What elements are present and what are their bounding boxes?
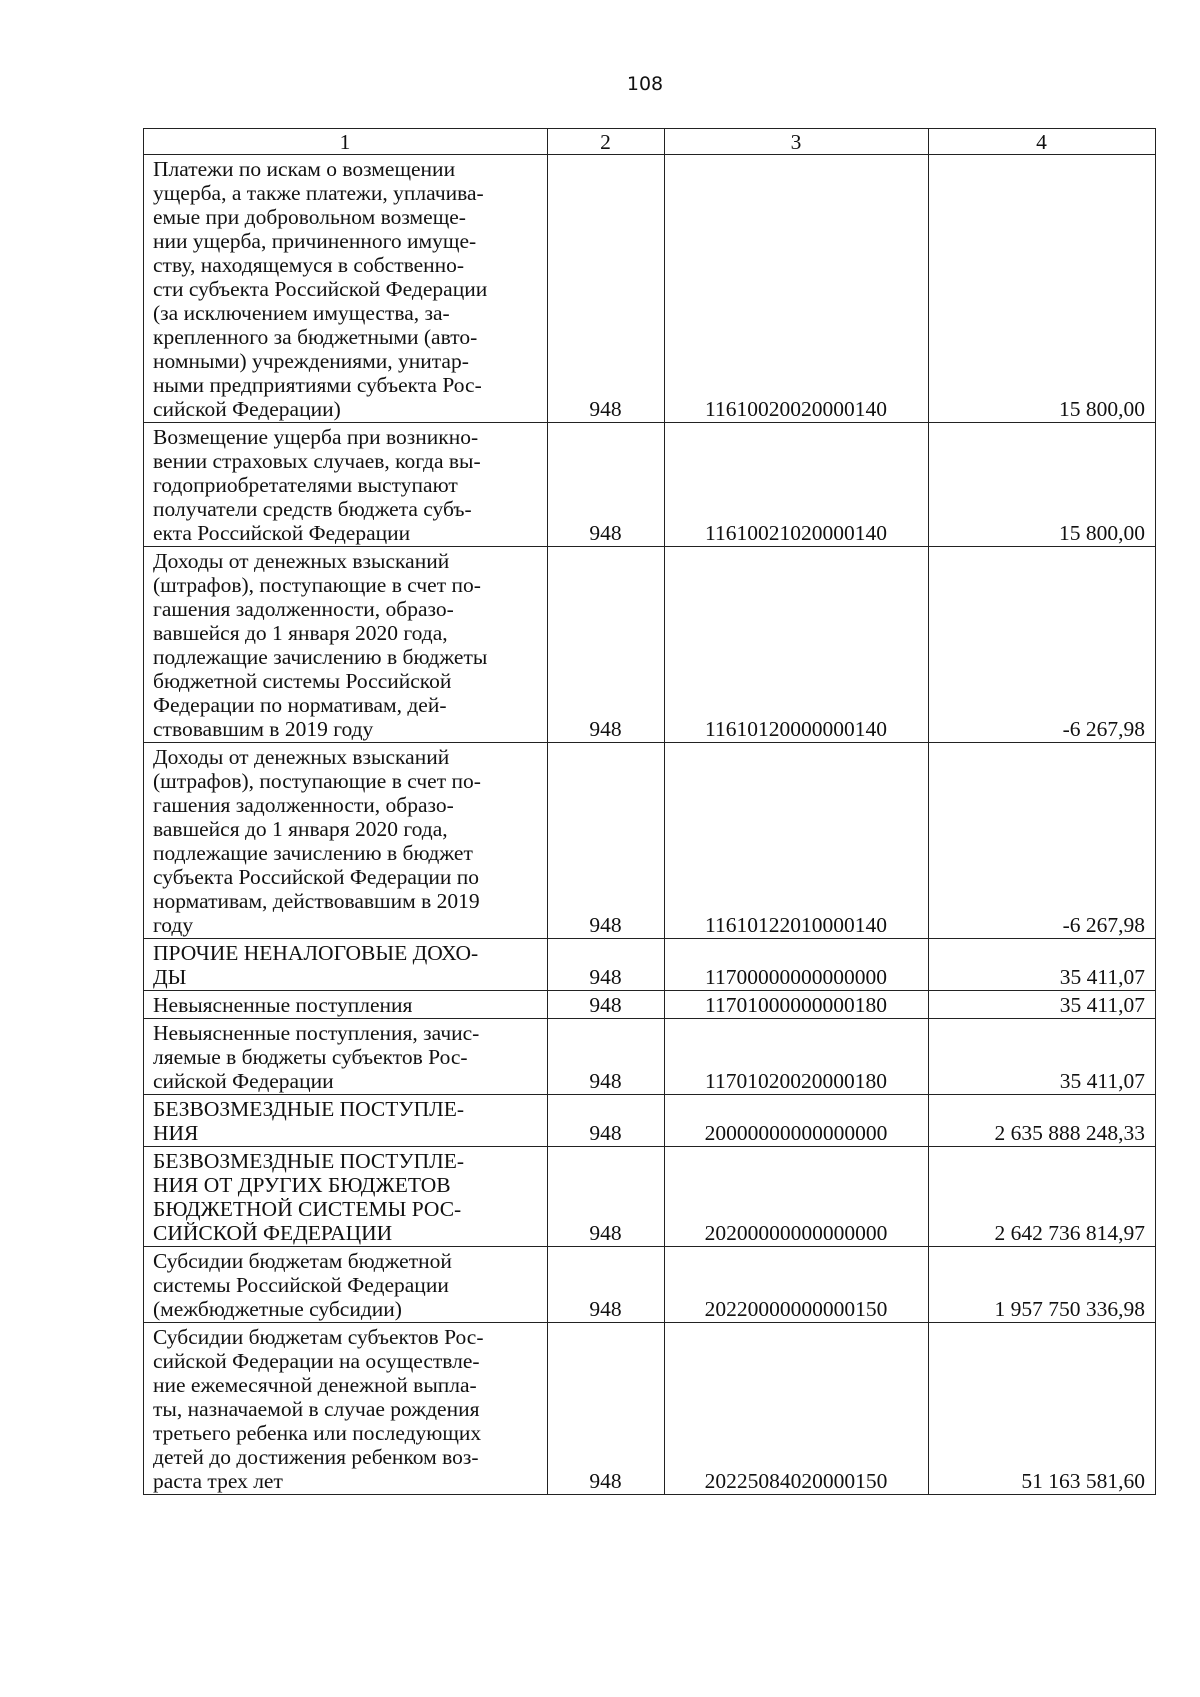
table-row [144,1095,1156,1147]
table-body [144,155,1156,1495]
table-row [144,1247,1156,1323]
table-row [144,423,1156,547]
row-name-cell: БЕЗВОЗМЕЗДНЫЕ ПОСТУПЛЕ- НИЯ [144,1095,548,1147]
row-code-cell: 948 [548,743,665,939]
row-amount-cell: 35 411,07 [929,991,1156,1019]
row-amount-cell: 35 411,07 [929,1019,1156,1095]
table-row [144,991,1156,1019]
table-row [144,1147,1156,1247]
row-amount-cell: -6 267,98 [929,743,1156,939]
row-kbk-cell: 11610120000000140 [665,547,929,743]
row-amount-cell: 51 163 581,60 [929,1323,1156,1495]
row-code-cell: 948 [548,939,665,991]
row-kbk-cell: 20220000000000150 [665,1247,929,1323]
row-code-cell: 948 [548,1247,665,1323]
row-amount-cell: 2 642 736 814,97 [929,1147,1156,1247]
row-kbk-cell: 20000000000000000 [665,1095,929,1147]
table-row [144,1323,1156,1495]
row-code-cell: 948 [548,423,665,547]
row-amount-cell: 15 800,00 [929,155,1156,423]
row-code-cell: 948 [548,1019,665,1095]
row-kbk-cell: 11610021020000140 [665,423,929,547]
column-header-4: 4 [929,129,1156,155]
row-name-cell: БЕЗВОЗМЕЗДНЫЕ ПОСТУПЛЕ- НИЯ ОТ ДРУГИХ БЮДЖЕТОВ БЮДЖЕТНОЙ СИСТЕМЫ РОС- СИЙСКОЙ ФЕДЕРАЦИИ [144,1147,548,1247]
header-row [144,129,1156,155]
column-header-3: 3 [665,129,929,155]
row-name-cell: Платежи по искам о возмещении ущерба, а также платежи, уплачива- емые при добровольном возмеще- нии ущерба, причиненного имуще- ству, находящемуся в собственно- сти субъекта Российской Федерации (за исключением имущества, за- крепленного за бюджетными (авто- номными) учреждениями, унитар- ными предприятиями субъекта Рос- сийской Федерации) [144,155,548,423]
row-code-cell: 948 [548,1323,665,1495]
row-kbk-cell: 11701000000000180 [665,991,929,1019]
table-header [144,129,1156,155]
row-name-cell: Невыясненные поступления [144,991,548,1019]
row-kbk-cell: 11610122010000140 [665,743,929,939]
row-amount-cell: 1 957 750 336,98 [929,1247,1156,1323]
row-name-cell: ПРОЧИЕ НЕНАЛОГОВЫЕ ДОХО- ДЫ [144,939,548,991]
row-code-cell: 948 [548,547,665,743]
table-row [144,939,1156,991]
row-amount-cell: 2 635 888 248,33 [929,1095,1156,1147]
row-amount-cell: 35 411,07 [929,939,1156,991]
row-code-cell: 948 [548,1147,665,1247]
row-name-cell: Возмещение ущерба при возникно- вении страховых случаев, когда вы- годоприобретателями выступают получатели средств бюджета субъ- екта Российской Федерации [144,423,548,547]
row-code-cell: 948 [548,991,665,1019]
row-name-cell: Невыясненные поступления, зачис- ляемые в бюджеты субъектов Рос- сийской Федерации [144,1019,548,1095]
table-row [144,155,1156,423]
row-amount-cell: 15 800,00 [929,423,1156,547]
column-header-2: 2 [548,129,665,155]
row-amount-cell: -6 267,98 [929,547,1156,743]
row-kbk-cell: 11610020020000140 [665,155,929,423]
row-name-cell: Субсидии бюджетам бюджетной системы Российской Федерации (межбюджетные субсидии) [144,1247,548,1323]
row-name-cell: Доходы от денежных взысканий (штрафов), поступающие в счет по- гашения задолженности, образо- вавшейся до 1 января 2020 года, подлежащие зачислению в бюджет субъекта Российской Федерации по нормативам, действовавшим в 2019 году [144,743,548,939]
revenue-table [143,128,1156,1495]
row-code-cell: 948 [548,155,665,423]
column-header-1: 1 [144,129,548,155]
row-code-cell: 948 [548,1095,665,1147]
row-name-cell: Доходы от денежных взысканий (штрафов), поступающие в счет по- гашения задолженности, образо- вавшейся до 1 января 2020 года, подлежащие зачислению в бюджеты бюджетной системы Российской Федерации по нормативам, дей- ствовавшим в 2019 году [144,547,548,743]
page-number: 108 [626,73,664,95]
row-kbk-cell: 20225084020000150 [665,1323,929,1495]
row-kbk-cell: 20200000000000000 [665,1147,929,1247]
table-row [144,547,1156,743]
table-row [144,1019,1156,1095]
row-name-cell: Субсидии бюджетам субъектов Рос- сийской Федерации на осуществле- ние ежемесячной денежной выпла- ты, назначаемой в случае рождения третьего ребенка или последующих детей до достижения ребенком воз- раста трех лет [144,1323,548,1495]
table-row [144,743,1156,939]
row-kbk-cell: 11700000000000000 [665,939,929,991]
row-kbk-cell: 11701020020000180 [665,1019,929,1095]
